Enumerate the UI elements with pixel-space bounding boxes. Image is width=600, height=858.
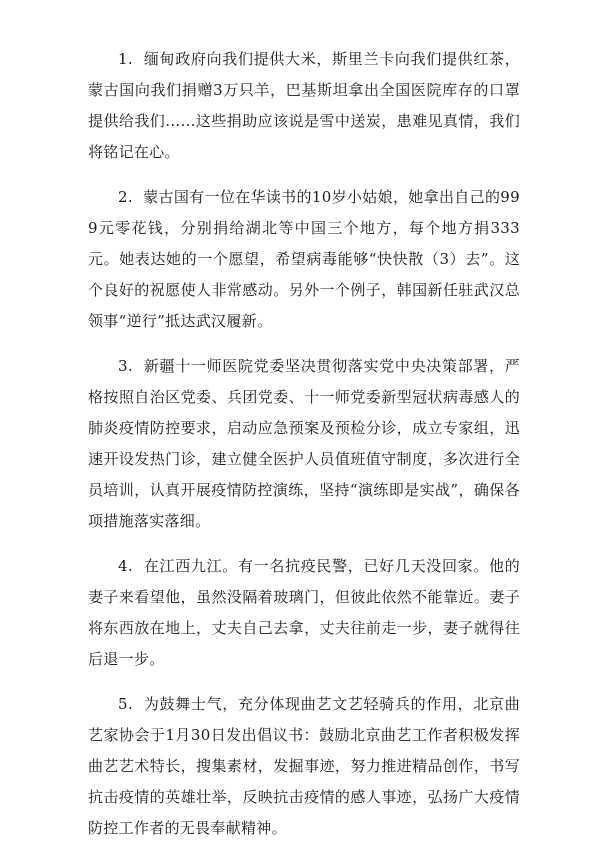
paragraph-text: 缅甸政府向我们提供大米，斯里兰卡向我们提供红茶，蒙古国向我们捐赠3万只羊，巴基斯坦拿出全国医院库存的口罩提供给我们……这些捐助应该说是雪中送炭，患难见真情，我们将铭记在心。 xyxy=(88,50,521,161)
paragraph-5 xyxy=(88,689,520,844)
paragraph-1 xyxy=(88,44,520,168)
paragraph-number: 3. xyxy=(118,357,133,375)
paragraph-number: 4. xyxy=(118,557,133,575)
paragraph-2 xyxy=(88,182,520,337)
paragraph-text: 为鼓舞士气，充分体现曲艺文艺轻骑兵的作用，北京曲艺家协会于1月30日发出倡议书：鼓励北京曲艺工作者积极发挥曲艺艺术特长，搜集素材，发掘事迹，努力推进精品创作，书写抗击疫情的英雄壮举，反映抗击疫情的感人事迹，弘扬广大疫情防控工作者的无畏奉献精神。 xyxy=(88,695,521,837)
paragraph-text: 在江西九江。有一名抗疫民警，已好几天没回家。他的妻子来看望他，虽然没隔着玻璃门，但彼此依然不能靠近。妻子将东西放在地上，丈夫自己去拿，丈夫往前走一步，妻子就得往后退一步。 xyxy=(88,557,521,668)
paragraph-4 xyxy=(88,551,520,675)
document-page xyxy=(88,44,520,858)
paragraph-number: 2. xyxy=(118,188,133,206)
paragraph-text: 蒙古国有一位在华读书的10岁小姑娘，她拿出自己的999元零花钱，分别捐给湖北等中国三个地方，每个地方捐333元。她表达她的一个愿望，希望病毒能够“快快散（3）去”。这个良好的祝愿使人非常感动。另外一个例子，韩国新任驻武汉总领事“逆行”抵达武汉履新。 xyxy=(88,188,520,330)
paragraph-3 xyxy=(88,351,520,537)
paragraph-number: 5. xyxy=(118,695,133,713)
paragraph-number: 1. xyxy=(118,50,133,68)
paragraph-text: 新疆十一师医院党委坚决贯彻落实党中央决策部署，严格按照自治区党委、兵团党委、十一师党委新型冠状病毒感人的肺炎疫情防控要求，启动应急预案及预检分诊，成立专家组，迅速开设发热门诊，建立健全医护人员值班值守制度，多次进行全员培训，认真开展疫情防控演练，坚持“演练即是实战”，确保各项措施落实落细。 xyxy=(88,357,521,530)
